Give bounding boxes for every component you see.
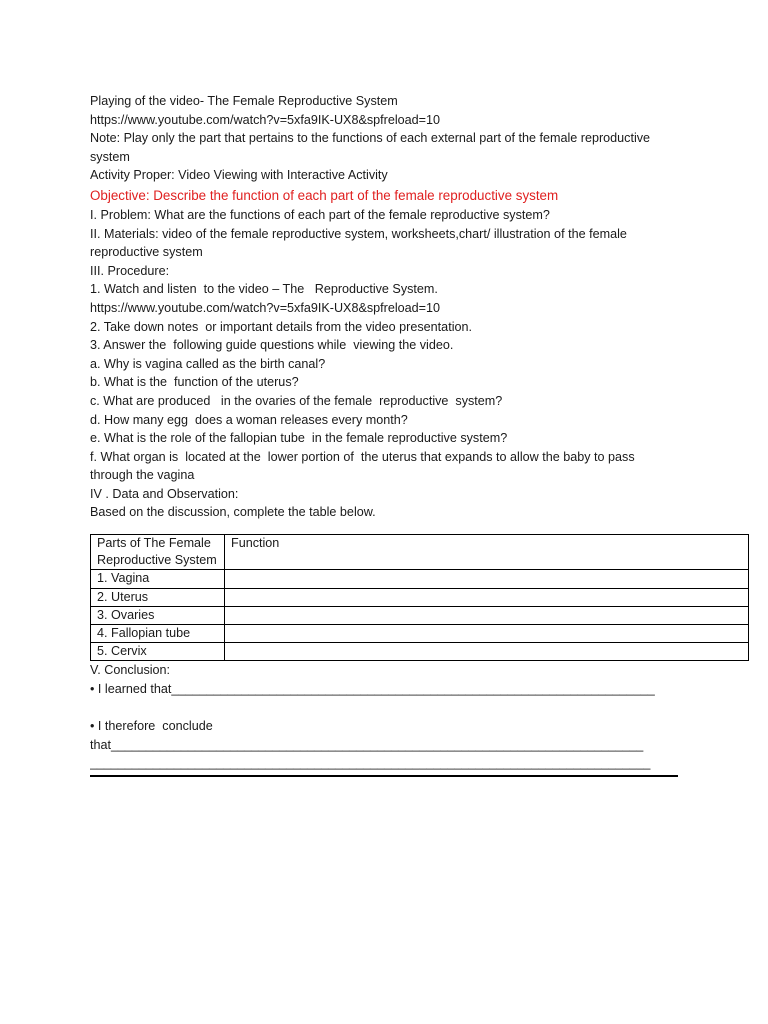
objective: Objective: Describe the function of each part of the female reproductive system	[90, 187, 559, 203]
part-cell: 1. Vagina	[91, 570, 225, 588]
video-url-2[interactable]: https://www.youtube.com/watch?v=5xfa9IK-UX8&spfreload=10	[90, 300, 441, 315]
video-url-1[interactable]: https://www.youtube.com/watch?v=5xfa9IK-UX8&spfreload=10	[90, 112, 441, 127]
table-row	[91, 570, 749, 588]
guide-question-e: e. What is the role of the fallopian tube in the female reproductive system?	[90, 431, 508, 446]
procedure-step-3: 3. Answer the following guide questions while viewing the video.	[90, 338, 454, 353]
header-function: Function	[225, 535, 749, 570]
parts-function-table	[90, 534, 749, 661]
table-header-row	[91, 535, 749, 570]
learned-line[interactable]: • I learned that_____________________________________________________________________	[90, 682, 655, 697]
procedure-step-2: 2. Take down notes or important details from the video presentation.	[90, 319, 472, 334]
table-row	[91, 643, 749, 661]
guide-question-b: b. What is the function of the uterus?	[90, 375, 299, 390]
procedure-step-1: 1. Watch and listen to the video – The Reproductive System.	[90, 282, 438, 297]
conclude-that-line[interactable]: that____________________________________________________________________________	[90, 737, 644, 752]
conclusion-heading: V. Conclusion:	[90, 663, 171, 678]
conclusion-blank-line[interactable]: ________________________________________________________________________________	[90, 756, 651, 771]
video-title: Playing of the video- The Female Reproductive System	[90, 94, 398, 108]
guide-question-a: a. Why is vagina called as the birth canal?	[90, 356, 326, 371]
table-row	[91, 625, 749, 643]
data-observation-heading: IV . Data and Observation:	[90, 486, 239, 501]
table-instruction: Based on the discussion, complete the table below.	[90, 505, 376, 520]
function-cell[interactable]	[225, 588, 749, 606]
guide-question-c: c. What are produced in the ovaries of the female reproductive system?	[90, 393, 503, 408]
function-cell[interactable]	[225, 606, 749, 624]
part-cell: 2. Uterus	[91, 588, 225, 606]
bottom-rule	[90, 775, 678, 777]
table-row	[91, 588, 749, 606]
spacer	[90, 699, 750, 718]
guide-question-d: d. How many egg does a woman releases every month?	[90, 412, 408, 427]
header-parts: Parts of The Female Reproductive System	[91, 535, 225, 570]
guide-question-f: f. What organ is located at the lower portion of the uterus that expands to allow the baby to pass through the vagina	[90, 449, 639, 483]
part-cell: 5. Cervix	[91, 643, 225, 661]
function-cell[interactable]	[225, 643, 749, 661]
note: Note: Play only the part that pertains to the functions of each external part of the female reproductive system	[90, 131, 654, 164]
worksheet	[90, 92, 750, 777]
function-cell[interactable]	[225, 570, 749, 588]
therefore-line: • I therefore conclude	[90, 719, 213, 734]
function-cell[interactable]	[225, 625, 749, 643]
materials: II. Materials: video of the female reproductive system, worksheets,chart/ illustration of the female reproductive system	[90, 226, 631, 260]
problem: I. Problem: What are the functions of each part of the female reproductive system?	[90, 207, 550, 222]
procedure-heading: III. Procedure:	[90, 263, 170, 278]
activity-proper: Activity Proper: Video Viewing with Interactive Activity	[90, 168, 388, 183]
table-row	[91, 606, 749, 624]
part-cell: 4. Fallopian tube	[91, 625, 225, 643]
part-cell: 3. Ovaries	[91, 606, 225, 624]
